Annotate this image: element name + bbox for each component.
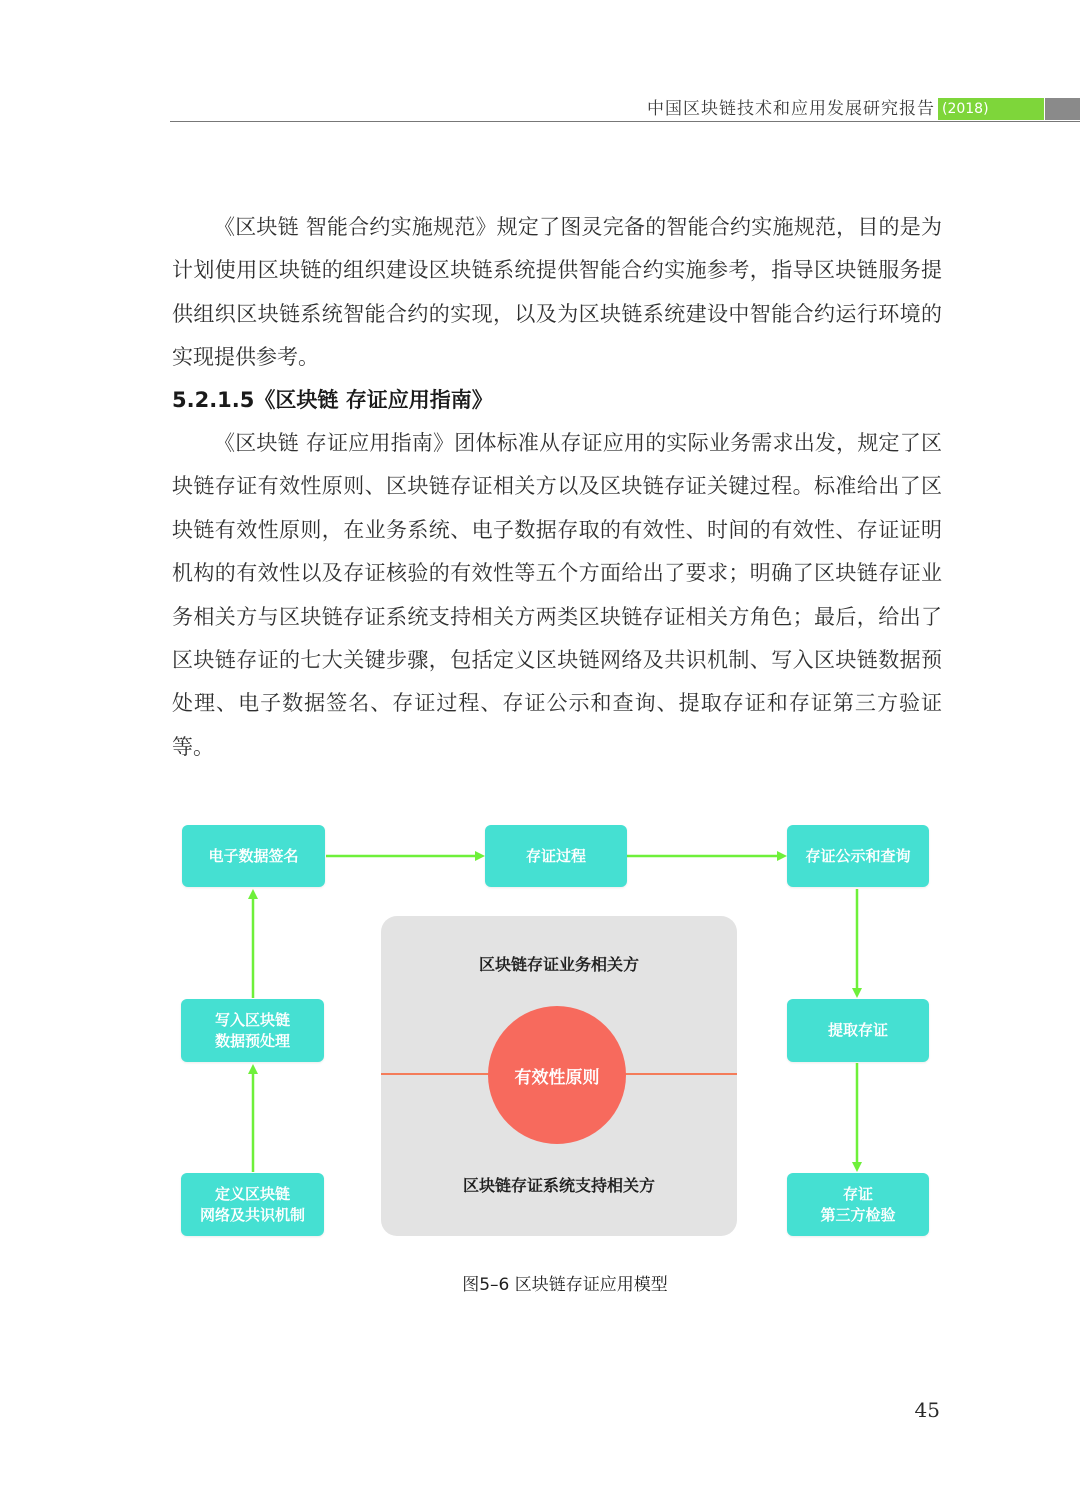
- step-publish-and-query: 存证公示和查询: [787, 825, 929, 887]
- step-write-preprocess: 写入区块链 数据预处理: [181, 999, 324, 1062]
- paragraph-evidence-guide: 《区块链 存证应用指南》团体标准从存证应用的实际业务需求出发，规定了区块链存证有效性原则、区块链存证相关方以及区块链存证关键过程。标准给出了区块链有效性原则，在业务系统、电子数据存取的有效性、时间的有效性、存证证明机构的有效性以及存证核验的有效性等五个方面给出了要求；明确了区块链存证业务相关方与区块链存证系统支持相关方两类区块链存证相关方角色；最后，给出了区块链存证的七大关键步骤，包括定义区块链网络及共识机制、写入区块链数据预处理、电子数据签名、存证过程、存证公示和查询、提取存证和存证第三方验证等。: [172, 431, 942, 759]
- business-parties-label: 区块链存证业务相关方: [478, 955, 639, 974]
- step-electronic-signature: 电子数据签名: [182, 825, 325, 887]
- running-header-title: 中国区块链技术和应用发展研究报告: [647, 99, 935, 119]
- step-third-party-verify: 存证 第三方检验: [787, 1173, 929, 1236]
- step-extract-evidence: 提取存证: [787, 999, 929, 1062]
- step-define-network: 定义区块链 网络及共识机制: [181, 1173, 324, 1236]
- system-parties-label: 区块链存证系统支持相关方: [462, 1176, 655, 1195]
- figure-caption: 图5–6 区块链存证应用模型: [462, 1275, 668, 1295]
- paragraph-smart-contract: 《区块链 智能合约实施规范》规定了图灵完备的智能合约实施规范，目的是为计划使用区块链的组织建设区块链系统提供智能合约实施参考，指导区块链服务提供组织区块链系统智能合约的实现，以及为区块链系统建设中智能合约运行环境的实现提供参考。: [172, 215, 942, 370]
- validity-principle-circle: 有效性原则: [488, 1006, 626, 1144]
- section-heading: 5.2.1.5《区块链 存证应用指南》: [172, 388, 493, 412]
- page-number: 45: [914, 1398, 940, 1422]
- running-header-year: (2018): [938, 98, 1044, 120]
- step-evidence-process: 存证过程: [485, 825, 627, 887]
